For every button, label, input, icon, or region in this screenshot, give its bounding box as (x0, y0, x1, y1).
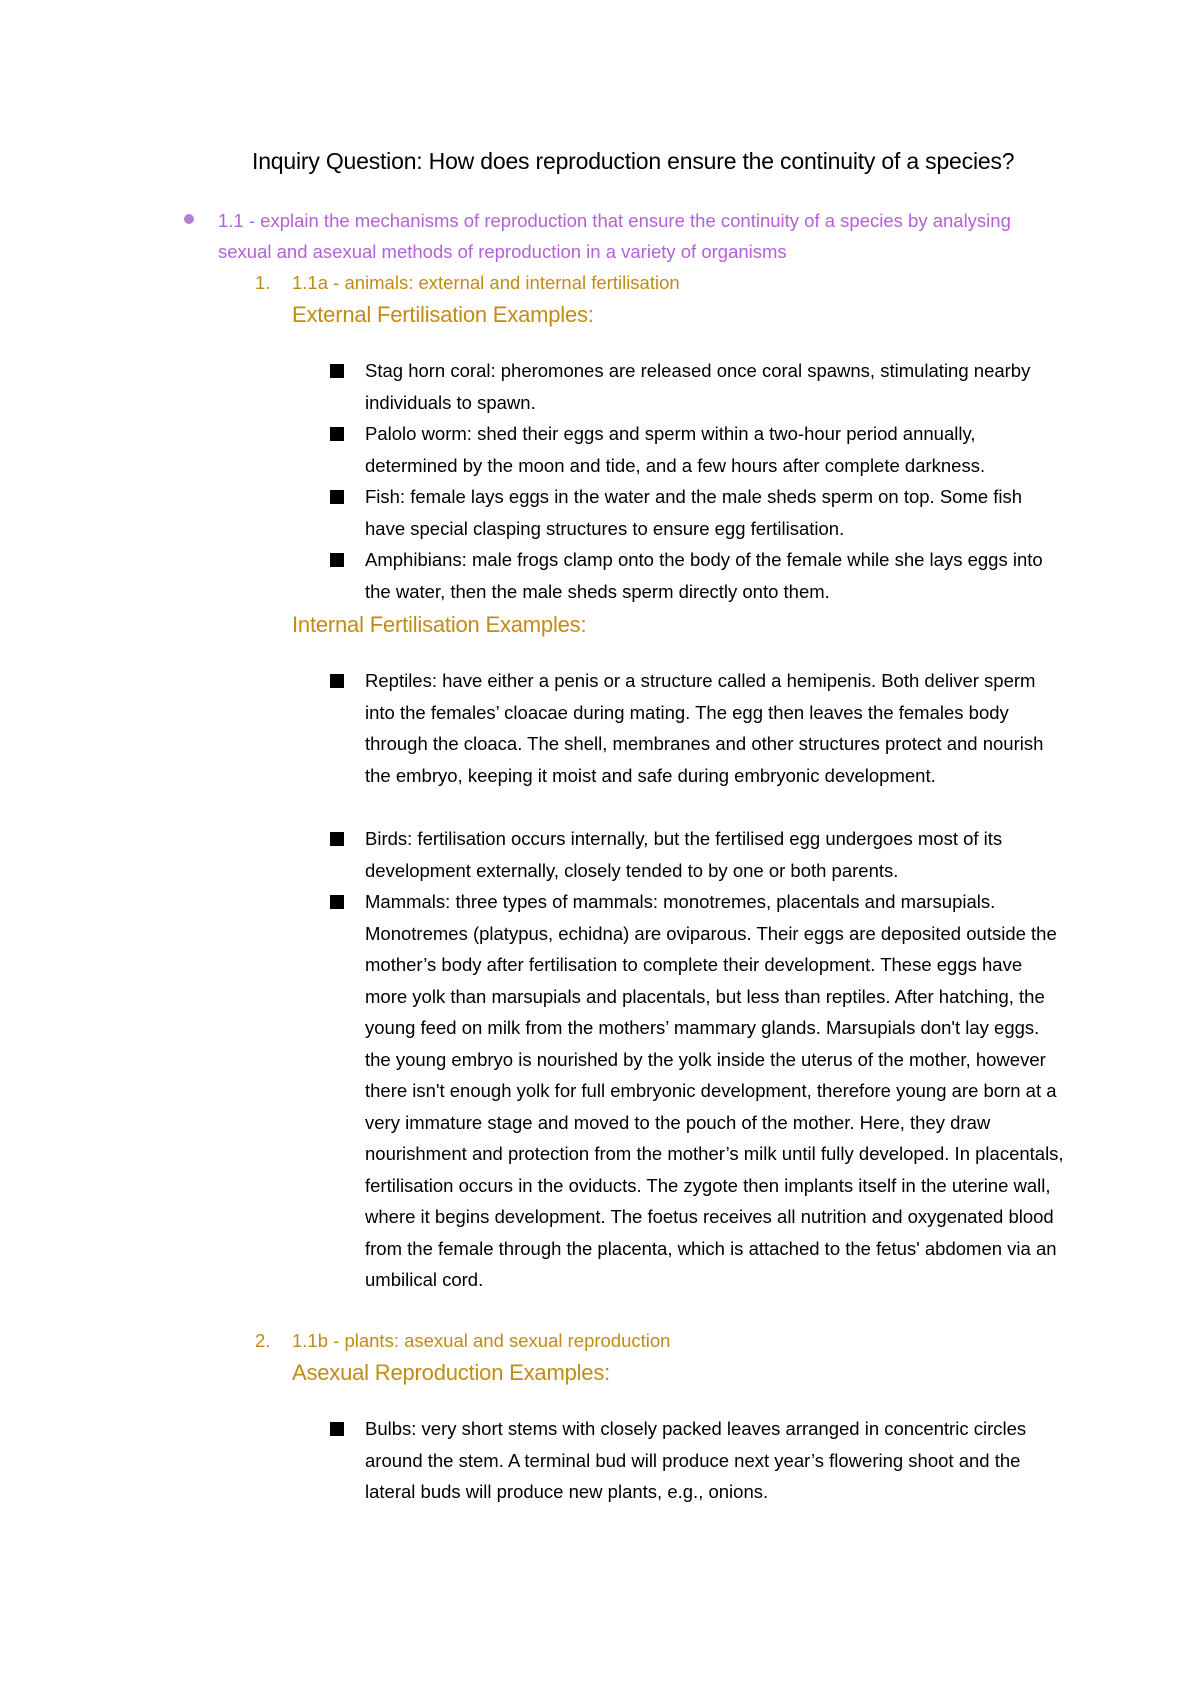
list-number: 1. (255, 272, 271, 293)
list-item: Palolo worm: shed their eggs and sperm within a two-hour period annually, determined by the moon and tide, and a few hours after complete darkness. (365, 418, 1065, 481)
square-bullet-icon (330, 427, 344, 441)
list-item: Fish: female lays eggs in the water and the male sheds sperm on top. Some fish have special clasping structures to ensure egg fertilisation. (365, 481, 1065, 544)
square-bullet-icon (330, 895, 344, 909)
asexual-reproduction-heading: Asexual Reproduction Examples: (292, 1360, 611, 1385)
list-item: Mammals: three types of mammals: monotremes, placentals and marsupials. Monotremes (platypus, echidna) are oviparous. Their eggs are deposited outside the mother’s body after fertilisation to complete their development. These eggs have more yolk than marsupials and placentals, but less than reptiles. After hatching, the young feed on milk from the mothers’ mammary glands. Marsupials don't lay eggs. the young embryo is nourished by the yolk inside the uterus of the mother, however there isn't enough yolk for full embryonic development, therefore young are born at a very immature stage and moved to the pouch of the mother. Here, they draw nourishment and protection from the mother’s milk until fully developed. In placentals, fertilisation occurs in the oviducts. The zygote then implants itself in the uterine wall, where it begins development. The foetus receives all nutrition and oxygenated blood from the female through the placenta, which is attached to the fetus' abdomen via an umbilical cord. (365, 886, 1065, 1296)
bullet-dot-icon (184, 214, 194, 224)
section-label: 1.1a - animals: external and internal fertilisation (292, 272, 680, 293)
square-bullet-icon (330, 364, 344, 378)
external-fertilisation-heading: External Fertilisation Examples: (292, 302, 594, 327)
list-item: Reptiles: have either a penis or a structure called a hemipenis. Both deliver sperm into the females’ cloacae during mating. The egg then leaves the females body through the cloaca. The shell, membranes and other structures protect and nourish the embryo, keeping it moist and safe during embryonic development. (365, 665, 1065, 791)
section-1-label (255, 267, 680, 298)
square-bullet-icon (330, 832, 344, 846)
list-number: 2. (255, 1330, 271, 1351)
list-item: Stag horn coral: pheromones are released once coral spawns, stimulating nearby individuals to spawn. (365, 355, 1065, 418)
square-bullet-icon (330, 674, 344, 688)
list-item: Amphibians: male frogs clamp onto the body of the female while she lays eggs into the water, then the male sheds sperm directly onto them. (365, 544, 1065, 607)
square-bullet-icon (330, 1422, 344, 1436)
square-bullet-icon (330, 553, 344, 567)
syllabus-outcome: 1.1 - explain the mechanisms of reproduction that ensure the continuity of a species by analysing sexual and asexual methods of reproduction in a variety of organisms (218, 210, 1011, 262)
section-label: 1.1b - plants: asexual and sexual reproduction (292, 1330, 671, 1351)
list-item: Birds: fertilisation occurs internally, but the fertilised egg undergoes most of its development externally, closely tended to by one or both parents. (365, 823, 1065, 886)
page-title: Inquiry Question: How does reproduction ensure the continuity of a species? (252, 148, 1015, 174)
internal-fertilisation-heading: Internal Fertilisation Examples: (292, 612, 587, 637)
list-item: Bulbs: very short stems with closely packed leaves arranged in concentric circles around the stem. A terminal bud will produce next year’s flowering shoot and the lateral buds will produce new plants, e.g., onions. (365, 1413, 1065, 1508)
section-2-label (255, 1325, 671, 1356)
square-bullet-icon (330, 490, 344, 504)
